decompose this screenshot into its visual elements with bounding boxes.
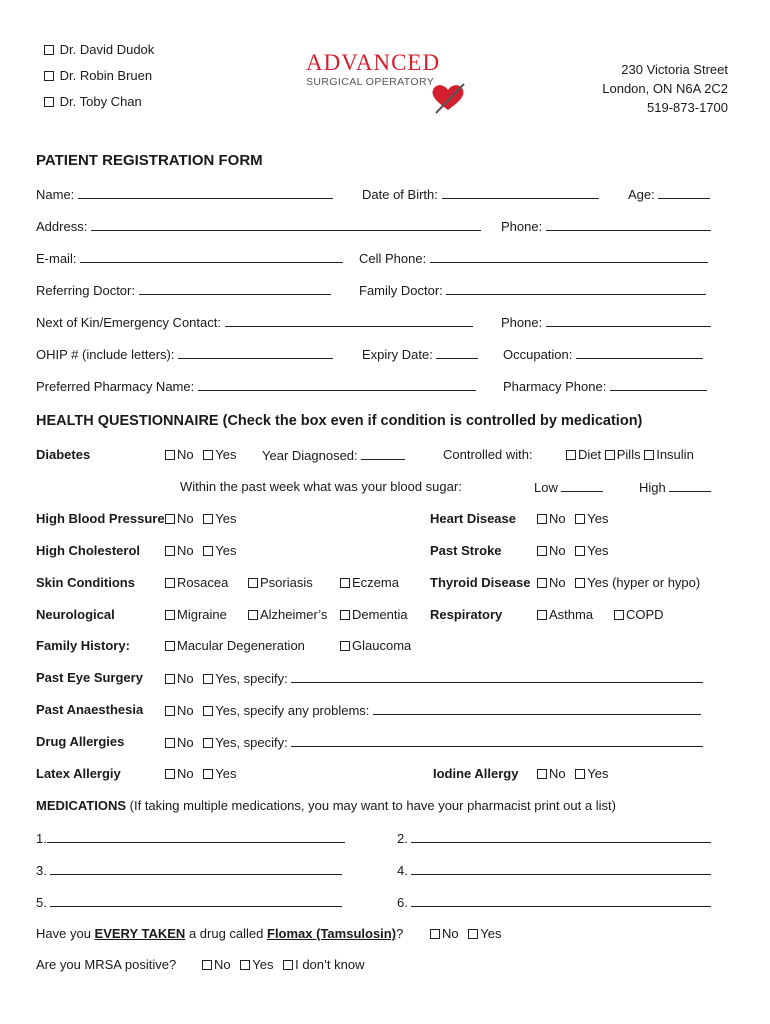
option-label: Yes <box>215 766 237 781</box>
diabetes-options[interactable] <box>165 447 242 462</box>
next-of-kin-field[interactable] <box>36 314 473 330</box>
expiry-label: Expiry Date: <box>362 347 433 362</box>
family-history-label: Family History: <box>36 638 130 653</box>
phone-line[interactable] <box>546 218 711 231</box>
address-label: Address: <box>36 219 88 234</box>
year-diagnosed-line[interactable] <box>361 447 405 460</box>
drug-allergies-label: Drug Allergies <box>36 734 125 749</box>
checkbox[interactable] <box>575 514 585 524</box>
checkbox[interactable] <box>537 610 547 620</box>
medication-5[interactable] <box>36 894 342 910</box>
medication-1[interactable] <box>36 830 345 846</box>
ohip-line[interactable] <box>178 346 333 359</box>
latex-allergy-label: Latex Allergiy <box>36 766 121 781</box>
checkbox[interactable] <box>202 960 212 970</box>
checkbox[interactable] <box>240 960 250 970</box>
flomax-emphasis: EVERY TAKEN <box>94 926 186 941</box>
checkbox[interactable] <box>340 578 350 588</box>
next-of-kin-label: Next of Kin/Emergency Contact: <box>36 315 221 330</box>
medications-note: (If taking multiple medications, you may want to have your pharmacist print out a list) <box>126 798 616 813</box>
checkbox[interactable] <box>165 546 175 556</box>
copd-option[interactable] <box>614 607 664 622</box>
past-anaesthesia-options[interactable] <box>165 702 701 718</box>
medication-number: 4. <box>397 863 408 878</box>
asthma-option[interactable] <box>537 607 593 622</box>
checkbox[interactable] <box>165 450 175 460</box>
option-label: Yes <box>480 926 502 941</box>
form-title: PATIENT REGISTRATION FORM <box>36 152 263 169</box>
option-label: No <box>177 543 194 558</box>
name-label: Name: <box>36 187 75 202</box>
cell-phone-line[interactable] <box>430 250 708 263</box>
doctor-label: Dr. Toby Chan <box>59 94 142 109</box>
high-line[interactable] <box>669 479 711 492</box>
option-label: Dementia <box>352 607 408 622</box>
referring-doctor-field[interactable] <box>36 282 331 298</box>
medication-line[interactable] <box>47 830 345 843</box>
checkbox[interactable] <box>44 97 54 107</box>
diabetes-label: Diabetes <box>36 447 91 462</box>
checkbox[interactable] <box>537 578 547 588</box>
pharmacy-phone-line[interactable] <box>610 378 707 391</box>
checkbox[interactable] <box>537 546 547 556</box>
checkbox[interactable] <box>165 769 175 779</box>
family-doctor-label: Family Doctor: <box>359 283 443 298</box>
health-questionnaire-title: HEALTH QUESTIONNAIRE (Check the box even if condition is controlled by medication) <box>36 413 643 429</box>
heart-disease-label: Heart Disease <box>430 511 516 526</box>
medication-line[interactable] <box>50 862 342 875</box>
mrsa-question: Are you MRSA positive? <box>36 957 177 972</box>
option-label: Alzheimer’s <box>260 607 328 622</box>
option-label: Yes <box>215 511 237 526</box>
heart-scalpel-icon <box>428 80 468 114</box>
option-label: Yes <box>587 511 609 526</box>
checkbox[interactable] <box>44 71 54 81</box>
checkbox[interactable] <box>468 929 478 939</box>
high-cholesterol-label: High Cholesterol <box>36 543 141 558</box>
option-label: No <box>549 575 566 590</box>
medication-line[interactable] <box>50 894 342 907</box>
iodine-options[interactable] <box>537 766 614 781</box>
city: London, ON N6A 2C2 <box>602 81 728 96</box>
year-diagnosed-label: Year Diagnosed: <box>262 448 358 463</box>
expiry-field[interactable] <box>362 346 478 362</box>
flomax-text-3: ? <box>396 926 404 941</box>
checkbox[interactable] <box>165 610 175 620</box>
checkbox[interactable] <box>566 450 576 460</box>
clinic-address <box>602 60 728 117</box>
logo-title: ADVANCED <box>306 50 441 75</box>
flomax-drug-name: Flomax (Tamsulosin) <box>267 926 397 941</box>
checkbox[interactable] <box>614 610 624 620</box>
option-label: Yes (hyper or hypo) <box>587 575 701 590</box>
email-line[interactable] <box>80 250 343 263</box>
occupation-field[interactable] <box>503 346 703 362</box>
next-of-kin-line[interactable] <box>225 314 473 327</box>
option-label: No <box>549 511 566 526</box>
low-label: Low <box>534 480 558 495</box>
checkbox[interactable] <box>248 610 258 620</box>
referring-doctor-label: Referring Doctor: <box>36 283 135 298</box>
medications-heading <box>36 798 616 813</box>
specify-line[interactable] <box>291 734 703 747</box>
option-label: Yes <box>215 447 237 462</box>
checkbox[interactable] <box>575 578 585 588</box>
low-line[interactable] <box>561 479 603 492</box>
pharmacy-name-field[interactable] <box>36 378 476 394</box>
checkbox[interactable] <box>203 738 213 748</box>
specify-line[interactable] <box>291 670 703 683</box>
year-diagnosed-field[interactable] <box>262 447 405 463</box>
glaucoma-option[interactable] <box>340 638 411 653</box>
alzheimers-option[interactable] <box>248 607 327 622</box>
mrsa-options[interactable] <box>202 957 364 972</box>
checkbox[interactable] <box>203 514 213 524</box>
option-label: No <box>177 511 194 526</box>
checkbox[interactable] <box>430 929 440 939</box>
rosacea-option[interactable] <box>165 575 228 590</box>
option-label: I don’t know <box>295 957 365 972</box>
past-eye-surgery-label: Past Eye Surgery <box>36 670 143 685</box>
heart-disease-options[interactable] <box>537 511 614 526</box>
medication-line[interactable] <box>411 894 711 907</box>
option-label: No <box>177 703 194 718</box>
thyroid-options[interactable] <box>537 575 700 590</box>
cell-phone-field[interactable] <box>359 250 708 266</box>
eczema-option[interactable] <box>340 575 399 590</box>
ohip-field[interactable] <box>36 346 333 362</box>
option-label: No <box>549 543 566 558</box>
option-label: No <box>177 735 194 750</box>
doctor-label: Dr. Robin Bruen <box>59 68 153 83</box>
checkbox[interactable] <box>537 769 547 779</box>
ohip-label: OHIP # (include letters): <box>36 347 175 362</box>
email-field[interactable] <box>36 250 343 266</box>
option-label: Macular Degeneration <box>177 638 305 653</box>
macular-option[interactable] <box>165 638 305 653</box>
family-doctor-line[interactable] <box>446 282 706 295</box>
past-stroke-options[interactable] <box>537 543 614 558</box>
checkbox[interactable] <box>248 578 258 588</box>
flomax-options[interactable] <box>430 926 501 941</box>
doctor-label: Dr. David Dudok <box>59 42 155 57</box>
thyroid-disease-label: Thyroid Disease <box>430 575 531 590</box>
phone-label: Phone: <box>501 219 543 234</box>
option-label: Yes <box>587 543 609 558</box>
emergency-phone-line[interactable] <box>546 314 711 327</box>
hbp-options[interactable] <box>165 511 242 526</box>
medication-2[interactable] <box>397 830 711 846</box>
checkbox[interactable] <box>165 641 175 651</box>
option-label: Psoriasis <box>260 575 313 590</box>
option-label: Yes <box>252 957 274 972</box>
checkbox[interactable] <box>605 450 615 460</box>
specify-line[interactable] <box>373 702 701 715</box>
migraine-option[interactable] <box>165 607 227 622</box>
respiratory-label: Respiratory <box>430 607 503 622</box>
past-anaesthesia-label: Past Anaesthesia <box>36 702 144 717</box>
age-line[interactable] <box>658 186 710 199</box>
blood-sugar-label: Within the past week what was your blood sugar: <box>180 479 462 494</box>
option-label: No <box>177 671 194 686</box>
medication-number: 6. <box>397 895 408 910</box>
checkbox[interactable] <box>165 514 175 524</box>
option-label: Yes, specify: <box>215 671 288 686</box>
age-field[interactable] <box>628 186 710 202</box>
option-label: Yes, specify: <box>215 735 288 750</box>
address-field[interactable] <box>36 218 481 234</box>
cell-phone-label: Cell Phone: <box>359 251 427 266</box>
dob-field[interactable] <box>362 186 599 202</box>
controlled-with-label: Controlled with: <box>443 447 533 462</box>
email-label: E-mail: <box>36 251 77 266</box>
referring-doctor-line[interactable] <box>139 282 331 295</box>
checkbox[interactable] <box>203 450 213 460</box>
option-label: No <box>442 926 459 941</box>
flomax-question <box>36 926 403 941</box>
blood-sugar-high-field[interactable] <box>639 479 711 495</box>
controlled-with-options[interactable] <box>566 447 694 462</box>
medication-number: 1. <box>36 831 47 846</box>
option-label: Yes, specify any problems: <box>215 703 370 718</box>
pharmacy-name-line[interactable] <box>198 378 476 391</box>
checkbox[interactable] <box>537 514 547 524</box>
option-label: No <box>177 447 194 462</box>
occupation-label: Occupation: <box>503 347 573 362</box>
checkbox[interactable] <box>165 706 175 716</box>
medication-number: 2. <box>397 831 408 846</box>
cholesterol-options[interactable] <box>165 543 242 558</box>
option-label: No <box>214 957 231 972</box>
iodine-allergy-label: Iodine Allergy <box>433 766 519 781</box>
neurological-label: Neurological <box>36 607 115 622</box>
dob-label: Date of Birth: <box>362 187 438 202</box>
option-label: Asthma <box>549 607 594 622</box>
address-line[interactable] <box>91 218 481 231</box>
phone-number: 519-873-1700 <box>647 100 728 115</box>
checkbox[interactable] <box>165 738 175 748</box>
occupation-line[interactable] <box>576 346 703 359</box>
pharmacy-phone-field[interactable] <box>503 378 707 394</box>
logo-subtitle: SURGICAL OPERATORY <box>306 76 435 88</box>
medication-number: 5. <box>36 895 47 910</box>
checkbox[interactable] <box>575 769 585 779</box>
option-label: Migraine <box>177 607 227 622</box>
checkbox[interactable] <box>165 674 175 684</box>
option-label: Pills <box>616 447 641 462</box>
blood-sugar-low-field[interactable] <box>534 479 603 495</box>
phone-field[interactable] <box>501 218 711 234</box>
doctor-option-1[interactable] <box>44 42 154 57</box>
option-label: Rosacea <box>177 575 229 590</box>
option-label: Yes <box>215 543 237 558</box>
emergency-phone-field[interactable] <box>501 314 711 330</box>
option-label: No <box>549 766 566 781</box>
pharmacy-phone-label: Pharmacy Phone: <box>503 379 607 394</box>
option-label: Yes <box>587 766 609 781</box>
age-label: Age: <box>628 187 655 202</box>
latex-options[interactable] <box>165 766 242 781</box>
medication-number: 3. <box>36 863 47 878</box>
family-doctor-field[interactable] <box>359 282 706 298</box>
dob-line[interactable] <box>442 186 599 199</box>
checkbox[interactable] <box>203 674 213 684</box>
logo <box>306 50 440 88</box>
past-stroke-label: Past Stroke <box>430 543 502 558</box>
option-label: Glaucoma <box>352 638 412 653</box>
emergency-phone-label: Phone: <box>501 315 543 330</box>
medications-label: MEDICATIONS <box>36 798 127 813</box>
checkbox[interactable] <box>203 769 213 779</box>
checkbox[interactable] <box>165 578 175 588</box>
flomax-text-2: a drug called <box>185 926 267 941</box>
name-line[interactable] <box>78 186 333 199</box>
checkbox[interactable] <box>575 546 585 556</box>
checkbox[interactable] <box>203 706 213 716</box>
option-label: Diet <box>578 447 602 462</box>
past-eye-surgery-options[interactable] <box>165 670 703 686</box>
medication-line[interactable] <box>411 830 711 843</box>
high-label: High <box>639 480 666 495</box>
option-label: No <box>177 766 194 781</box>
checkbox[interactable] <box>644 450 654 460</box>
doctor-option-2[interactable] <box>44 68 152 83</box>
option-label: COPD <box>626 607 664 622</box>
psoriasis-option[interactable] <box>248 575 313 590</box>
medication-3[interactable] <box>36 862 342 878</box>
medication-line[interactable] <box>411 862 711 875</box>
street: 230 Victoria Street <box>621 62 728 77</box>
option-label: Insulin <box>656 447 694 462</box>
checkbox[interactable] <box>44 45 54 55</box>
pharmacy-name-label: Preferred Pharmacy Name: <box>36 379 195 394</box>
name-field[interactable] <box>36 186 333 202</box>
high-blood-pressure-label: High Blood Pressure <box>36 511 165 526</box>
medication-4[interactable] <box>397 862 711 878</box>
flomax-text-1: Have you <box>36 926 95 941</box>
drug-allergies-options[interactable] <box>165 734 703 750</box>
checkbox[interactable] <box>203 546 213 556</box>
doctor-option-3[interactable] <box>44 94 142 109</box>
skin-conditions-label: Skin Conditions <box>36 575 135 590</box>
expiry-line[interactable] <box>436 346 478 359</box>
checkbox[interactable] <box>340 610 350 620</box>
dementia-option[interactable] <box>340 607 408 622</box>
checkbox[interactable] <box>283 960 293 970</box>
checkbox[interactable] <box>340 641 350 651</box>
option-label: Eczema <box>352 575 399 590</box>
medication-6[interactable] <box>397 894 711 910</box>
